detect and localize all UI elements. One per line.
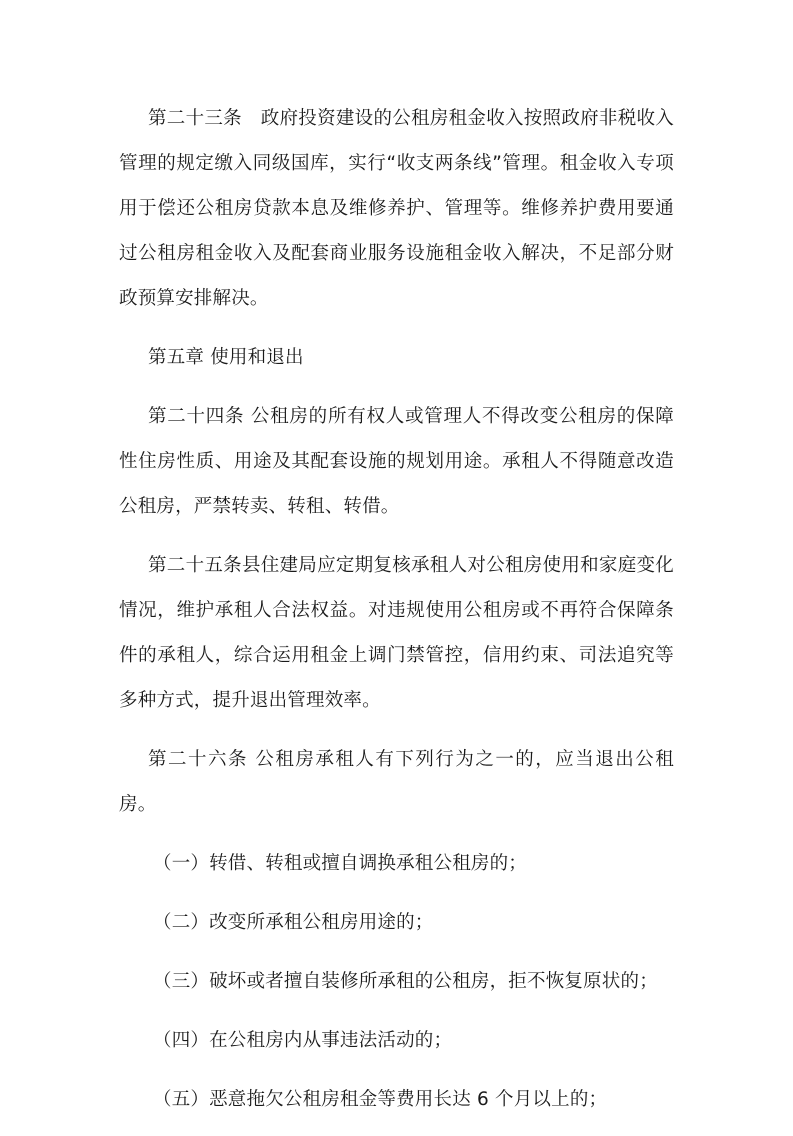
chapter-5-heading: 第五章 使用和退出	[148, 347, 304, 368]
list-item: （一）转借、转租或擅自调换承租公租房的；	[153, 853, 528, 874]
document-body	[119, 96, 674, 1136]
list-item: （五）恶意拖欠公租房租金等费用长达 6 个月以上的；	[153, 1089, 608, 1110]
article-25-paragraph: 第二十五条县住建局应定期复核承租人对公租房使用和家庭变化情况，维护承租人合法权益。对违规使用公租房或不再符合保障条件的承租人，综合运用租金上调门禁管控，信用约束、司法追究等多种方式，提升退出管理效率。	[119, 555, 674, 711]
article-24-paragraph: 第二十四条 公租房的所有权人或管理人不得改变公租房的保障性住房性质、用途及其配套设施的规划用途。承租人不得随意改造公租房，严禁转卖、转租、转借。	[119, 406, 674, 517]
list-item: （二）改变所承租公租房用途的；	[153, 912, 434, 933]
article-23-paragraph: 第二十三条 政府投资建设的公租房租金收入按照政府非税收入管理的规定缴入同级国库，实行“收支两条线”管理。租金收入专项用于偿还公租房贷款本息及维修养护、管理等。维修养护费用要通过公租房租金收入及配套商业服务设施租金收入解决，不足部分财政预算安排解决。	[119, 108, 674, 309]
list-item: （三）破坏或者擅自装修所承租的公租房，拒不恢复原状的；	[153, 971, 658, 992]
list-item: （四）在公租房内从事违法活动的；	[153, 1030, 453, 1051]
article-26-paragraph: 第二十六条 公租房承租人有下列行为之一的，应当退出公租房。	[119, 749, 674, 815]
